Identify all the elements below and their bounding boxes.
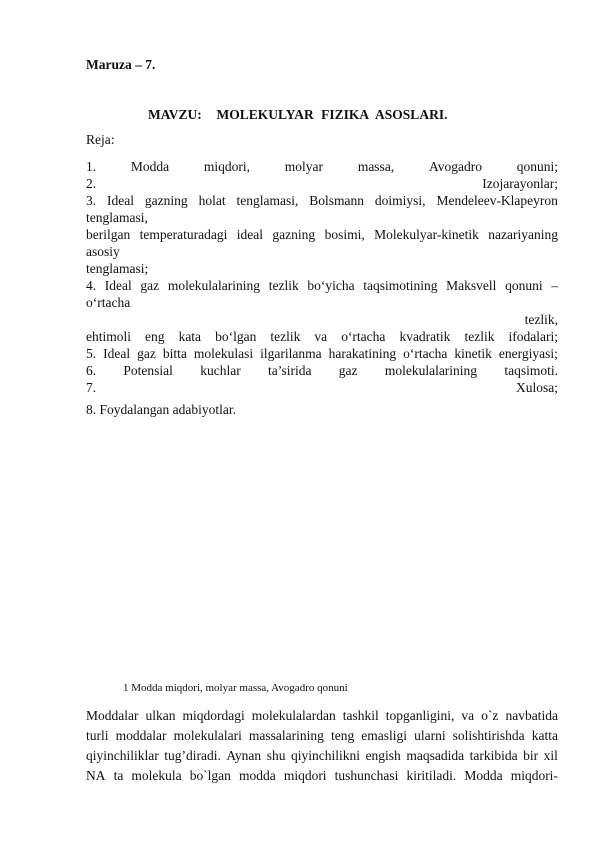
word: massa, — [357, 159, 395, 174]
word: ifodalari; — [508, 329, 558, 344]
word: navbatida — [505, 708, 558, 723]
word: molekulalari — [173, 728, 242, 743]
word: – — [551, 278, 558, 293]
plan-line: tenglamasi; — [86, 261, 149, 276]
word: molekulalarining — [384, 363, 478, 378]
word: eng — [145, 329, 165, 344]
plan-line — [86, 226, 558, 243]
word: ularni — [414, 728, 446, 743]
word: 5. — [86, 346, 97, 361]
word: temperaturadagi — [139, 227, 228, 242]
word: tezlik — [270, 329, 301, 344]
word: 2. — [86, 176, 97, 191]
plan-line — [86, 175, 558, 192]
word: nazariyaning — [488, 227, 558, 242]
plan-line — [86, 379, 558, 396]
word: kuchlar — [200, 363, 241, 378]
word: o`z — [481, 708, 499, 723]
word: teng — [330, 728, 355, 743]
word: bo`lgan — [189, 768, 231, 783]
word: taqsimoti. — [504, 363, 558, 378]
word: kinetik — [454, 346, 492, 361]
word: miqdordagi — [182, 708, 245, 723]
plan-line — [86, 158, 558, 175]
word: 6. — [86, 363, 97, 378]
word: topganligini, — [385, 708, 455, 723]
word: shu — [266, 748, 286, 763]
word: modda — [239, 768, 276, 783]
word: 3. — [86, 193, 97, 208]
word: holat — [198, 193, 226, 208]
plan-list — [86, 158, 558, 396]
word: ta’sirida — [268, 363, 312, 378]
word: Avogadro — [428, 159, 482, 174]
word: molekula — [131, 768, 182, 783]
word: turli — [86, 728, 109, 743]
plan-line — [86, 345, 558, 362]
word: ilgarilanma — [260, 346, 322, 361]
word: Modda — [464, 768, 503, 783]
paragraph-line — [86, 766, 558, 786]
word: va — [461, 708, 475, 723]
word: NA — [86, 768, 106, 783]
body-paragraph — [86, 706, 558, 786]
word: molekulalarining — [167, 278, 261, 293]
word: taqsimotining — [363, 278, 438, 293]
plan-line — [86, 192, 558, 209]
word: Molekulyar-kinetik — [374, 227, 479, 242]
word: gaz — [338, 363, 358, 378]
word: Izojarayonlar; — [482, 176, 558, 191]
word: Aynan — [226, 748, 262, 763]
topic-label: MAVZU: — [148, 107, 202, 122]
word: xil — [543, 748, 558, 763]
word: tushunchasi — [334, 768, 399, 783]
word: bitta — [162, 346, 187, 361]
word: o‘rtacha — [403, 346, 448, 361]
topic-heading — [148, 107, 447, 123]
word: gazning — [144, 193, 188, 208]
plan-line: o‘rtacha — [86, 295, 131, 310]
word: tashkil — [342, 708, 379, 723]
word: va — [314, 329, 328, 344]
word: Mendeleev-Klapeyron — [436, 193, 558, 208]
word: katta — [531, 728, 558, 743]
word: 1. — [86, 159, 97, 174]
word: kata — [178, 329, 202, 344]
word: Bolsmann — [309, 193, 365, 208]
plan-line: asosiy — [86, 244, 120, 259]
word: bosimi, — [324, 227, 365, 242]
word: ideal — [236, 227, 264, 242]
word: Ideal — [107, 193, 135, 208]
word: ta — [113, 768, 124, 783]
word: engish — [365, 748, 401, 763]
word: qiyinchiliklar — [86, 748, 159, 763]
word: qonuni — [505, 278, 543, 293]
word: emasligi — [361, 728, 408, 743]
word: gaz — [140, 278, 160, 293]
plan-line: tenglamasi, — [86, 210, 148, 225]
topic-title: MOLEKULYAR FIZIKA ASOSLARI. — [216, 107, 448, 122]
word: bir — [523, 748, 539, 763]
word: miqdori, — [203, 159, 251, 174]
word: ulkan — [145, 708, 176, 723]
plan-line — [86, 362, 558, 379]
word: energiyasi; — [498, 346, 558, 361]
word: doimiysi, — [374, 193, 426, 208]
word: tug’diradi. — [164, 748, 221, 763]
paragraph-line — [86, 726, 558, 746]
word: kvadratik — [399, 329, 451, 344]
word: miqdori- — [510, 768, 558, 783]
word: massalarining — [248, 728, 324, 743]
word: harakatining — [328, 346, 397, 361]
word: qonuni; — [516, 159, 558, 174]
word: qiyinchilikni — [291, 748, 361, 763]
word: solishtirishda — [452, 728, 525, 743]
word: gaz — [137, 346, 156, 361]
word: maqsadida — [406, 748, 465, 763]
word: Ideal — [104, 278, 132, 293]
word: moddalar — [115, 728, 167, 743]
word: bo‘yicha — [307, 278, 355, 293]
word: molyar — [284, 159, 324, 174]
word: Ideal — [103, 346, 131, 361]
paragraph-line — [86, 746, 558, 766]
word: molekulalardan — [251, 708, 336, 723]
section-heading: 1 Modda miqdori, molyar massa, Avogadro qonuni — [123, 682, 348, 694]
word: kiritiladi. — [406, 768, 457, 783]
word: tezlik — [268, 278, 299, 293]
word: o‘rtacha — [341, 329, 386, 344]
word: ehtimoli — [86, 329, 131, 344]
references-item: 8. Foydalangan adabiyotlar. — [86, 402, 236, 417]
lecture-title: Maruza – 7. — [86, 57, 156, 72]
plan-line — [86, 277, 558, 294]
word: miqdori — [283, 768, 327, 783]
word: tezlik — [464, 329, 495, 344]
word: molekulasi — [193, 346, 254, 361]
plan-label: Reja: — [86, 132, 115, 147]
word: 4. — [86, 278, 97, 293]
word: bo‘lgan — [215, 329, 257, 344]
word: gazning — [272, 227, 316, 242]
word: Potensial — [123, 363, 173, 378]
word: tenglamasi, — [236, 193, 299, 208]
plan-line — [86, 328, 558, 345]
plan-line: tezlik, — [524, 312, 558, 327]
word: 7. — [86, 380, 97, 395]
word: Modda — [130, 159, 170, 174]
word: Moddalar — [86, 708, 139, 723]
paragraph-line — [86, 706, 558, 726]
word: tarkibida — [469, 748, 518, 763]
word: Maksvell — [446, 278, 497, 293]
word: berilgan — [86, 227, 131, 242]
word: Xulosa; — [516, 380, 558, 395]
